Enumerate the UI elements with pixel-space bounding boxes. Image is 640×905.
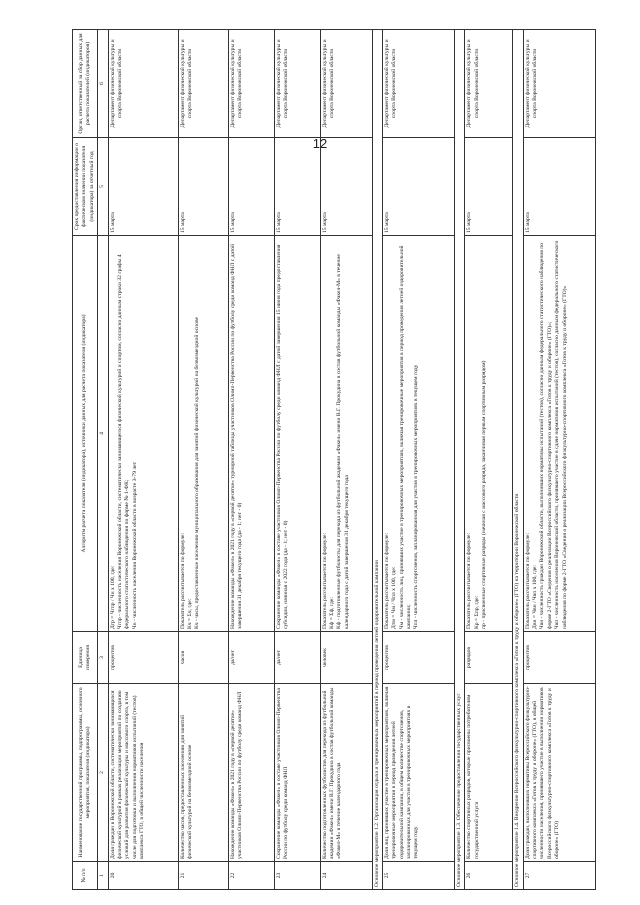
algorithm-line: Чм - численность лиц, принявших участие в тренировочных мероприятиях, включая тренировочные мероприятия в период проведения летней оздоровительной кампании;: [398, 245, 412, 629]
algorithm-cell: [108, 236, 178, 632]
algorithm-line: Кф - подготовленные футболисты для перехода из футбольной академии «Факел» имени В.Г. Прокудина в состав футбольной команды «Факел-М» в течение календарного года с датой завершения 31 декабря текущего года: [336, 254, 350, 629]
algorithm-line: Чвп - численность населения Воронежской области, принявшего участие в сдаче нормативов испытаний (тестов), согласно данным федерального статистического наблюдения по форме 2-ГТО «Сведения о реализации Всероссийского физкультурно-спортивного комплекса «Готов к труду и обороне» (ГТО)»: [554, 240, 568, 629]
algorithm-line: Показатель рассчитывается по формуле:: [179, 532, 186, 629]
deadline-cell: 15 марта: [108, 138, 178, 236]
unit-cell: разрядов: [465, 632, 513, 684]
algorithm-cell: [228, 236, 274, 632]
algorithm-line: Нахождение команды «Факел» в 2021 году в «первой десятке» турнирной таблицы участников Олимп-Первенства России по футболу среди команд ФНЛ с датой завершения 31 декабря текущего года (да - 1; нет - 0): [229, 244, 243, 629]
header-deadline: Срок предоставления информации о фактическом значении показателя (индикатора) за отчетный год: [73, 138, 98, 236]
indicator-name: Доля граждан в Воронежской области, систематически занимающихся физической культурой в рамках реализации мероприятий по созданию условий для развития физической культуры и массового спорта, в том числе для подготовки и выполнения нормативов испытаний (тестов) комплекса ГТО, в общей численности населения: [108, 684, 178, 862]
table-row: [178, 30, 228, 890]
algorithm-line: Дтм = Чм / Чпл х 100, где:: [391, 566, 398, 629]
unit-cell: часов: [178, 632, 228, 684]
table-row: [274, 30, 320, 890]
responsible-cell: Департамент физической культуры и спорта Воронежской области: [320, 30, 372, 138]
section-row: [513, 30, 523, 890]
header-indicator-name: Наименование государственной программы, подпрограммы, основного мероприятия, показателя (индикатора): [73, 684, 98, 862]
algorithm-cell: [320, 236, 372, 632]
algorithm-cell: [178, 236, 228, 632]
column-number: 1: [98, 862, 108, 890]
responsible-cell: Департамент физической культуры и спорта Воронежской области: [178, 30, 228, 138]
section-heading: Основное мероприятие 1.4. Внедрение Всероссийского физкультурно-спортивного комплекса «Готов к труду и обороне» (ГТО) на территории Воронежской области: [513, 30, 523, 890]
unit-cell: да/нет: [274, 632, 320, 684]
column-number: 2: [98, 684, 108, 862]
section-heading: Основное мероприятие 1.2. Организация отдыха и тренировочных мероприятий в период проведения летней оздоровительной кампании: [372, 30, 382, 890]
algorithm-line: Чвн - численность граждан Воронежской области, выполнивших нормативы испытаний (тестов), согласно данным федерального статистического наблюдения по форме 2-ГТО «Сведения о реализации Всероссийского физкультурно-спортивного комплекса «Готов к труду и обороне» (ГТО)»;: [539, 242, 553, 629]
section-row: [372, 30, 382, 890]
indicator-name: Нахождение команды «Факел» в 2021 году в «первой десятке» участников Олимп-Первенства России по футболу среди команд ФНЛ: [228, 684, 274, 862]
algorithm-line: Чн - численность населения Воронежской области в возрасте 3-79 лет: [131, 461, 138, 629]
row-number: 21: [178, 862, 228, 890]
indicator-name: Доля граждан, выполнивших нормативы Всероссийского физкультурно-спортивного комплекса «Готов к труду и обороне» (ГТО), в общей численности населения, принявшего участие в выполнении нормативов Всероссийского физкультурно-спортивного комплекса «Готов к труду и обороне» (ГТО): [523, 684, 595, 862]
row-number: 24: [320, 862, 372, 890]
column-number-row: [98, 30, 108, 890]
deadline-cell: 15 марта: [178, 138, 228, 236]
table-row: [465, 30, 513, 890]
indicator-name: Сохранение команды «Факел» в составе участников Олимп-Первенства России по футболу среди команд ФНЛ: [274, 684, 320, 862]
unit-cell: да/нет: [228, 632, 274, 684]
unit-cell: процентов: [108, 632, 178, 684]
responsible-cell: Департамент физической культуры и спорта Воронежской области: [108, 30, 178, 138]
algorithm-line: Чпл - численность спортсменов, запланированная для участия в тренировочных мероприятиях в текущем году: [413, 364, 420, 629]
responsible-cell: Департамент физической культуры и спорта Воронежской области: [274, 30, 320, 138]
row-number: 27: [523, 862, 595, 890]
row-number: 25: [382, 862, 454, 890]
column-number: 5: [98, 138, 108, 236]
row-number: 23: [274, 862, 320, 890]
algorithm-line: Кч - часы, предоставленные населению муниципального образования для занятий физической культурой на безвозмездной основе: [194, 316, 201, 629]
header-number: № п/п: [73, 862, 98, 890]
algorithm-line: Двн = Чвн / Чвп х 100, где:: [532, 565, 538, 629]
algorithm-line: Показатель рассчитывается по формуле:: [383, 532, 390, 629]
page-number: 12: [312, 136, 328, 151]
deadline-cell: 15 марта: [320, 138, 372, 236]
header-algorithm: Алгоритм расчета показателя (индикатора), источники данных для расчета показателя (индикатора): [73, 236, 98, 632]
indicator-name: Количество часов, предоставленных населению для занятий физической культурой на безвозмездной основе: [178, 684, 228, 862]
deadline-cell: 15 марта: [523, 138, 595, 236]
algorithm-line: Показатель рассчитывается по формуле:: [524, 532, 531, 629]
row-number: 22: [228, 862, 274, 890]
deadline-cell: 15 марта: [228, 138, 274, 236]
deadline-cell: 15 марта: [465, 138, 513, 236]
section-row: [454, 30, 464, 890]
row-number: 20: [108, 862, 178, 890]
table-row: [523, 30, 595, 890]
indicator-name: Количество подготовленных футболистов для перехода из футбольной академии «Факел» имени В.Г. Прокудина в состав футбольной команды «Факел-М» в течение календарного года: [320, 684, 372, 862]
unit-cell: процентов: [523, 632, 595, 684]
indicator-name: Доля лиц, принявших участие в тренировочных мероприятиях, включая тренировочные мероприятия в период проведения летней оздоровительной кампании, в общем количестве спортсменов, запланированных для участия в тренировочных мероприятиях в текущем году: [382, 684, 454, 862]
table-row: [228, 30, 274, 890]
column-number: 3: [98, 632, 108, 684]
table-header-row: [73, 30, 98, 890]
indicator-name: Количество спортивных разрядов, которые присвоены потребителям государственной услуги: [465, 684, 513, 862]
table-row: [320, 30, 372, 890]
algorithm-line: Кф = Σф, где:: [328, 597, 335, 629]
header-unit: Единица измерения: [73, 632, 98, 684]
algorithm-line: Показатель рассчитывается по формуле:: [321, 532, 328, 629]
header-responsible: Орган, ответственный за сбор данных для расчета показателей (индикаторов): [73, 30, 98, 138]
unit-cell: процентов: [382, 632, 454, 684]
row-number: 26: [465, 862, 513, 890]
algorithm-cell: [465, 236, 513, 632]
algorithm-line: Чгпр - численность населения Воронежской области, систематически занимающегося физической культурой и спортом, согласно данным строки 32 графы 4 федерального статистического наблюдения по форме № 1-ФК;: [116, 254, 131, 629]
responsible-cell: Департамент физической культуры и спорта Воронежской области: [228, 30, 274, 138]
unit-cell: человек: [320, 632, 372, 684]
table-row: [382, 30, 454, 890]
deadline-cell: 15 марта: [382, 138, 454, 236]
responsible-cell: Департамент физической культуры и спорта Воронежской области: [523, 30, 595, 138]
algorithm-line: Кч = Σч, где:: [186, 598, 193, 629]
responsible-cell: Департамент физической культуры и спорта Воронежской области: [382, 30, 454, 138]
deadline-cell: 15 марта: [274, 138, 320, 236]
rotated-table-wrapper: [72, 30, 640, 890]
algorithm-cell: [523, 236, 595, 632]
algorithm-cell: [274, 236, 320, 632]
table-row: [108, 30, 178, 890]
algorithm-line: пр - присвоенные спортивные разряды (начиная с массового разряда, заканчивая первым спортивным разрядом): [481, 360, 487, 629]
algorithm-line: Показатель рассчитывается по формуле:: [466, 532, 473, 629]
section-heading: Основное мероприятие 1.3. Обеспечение предоставления государственных услуг: [454, 30, 464, 890]
responsible-cell: Департамент физической культуры и спорта Воронежской области: [465, 30, 513, 138]
algorithm-line: Кр = Σпр, где:: [473, 595, 480, 629]
column-number: 4: [98, 236, 108, 632]
algorithm-line: Дгр = Чгпр / Чн х 100, где:: [109, 565, 116, 629]
column-number: 6: [98, 30, 108, 138]
algorithm-line: Сохранение команды «Факел» в составе участников Олимп-Первенства России по футболу среди команд ФНЛ с датой завершения 15 июня года предоставления субсидии, начиная с 2022 года (да - 1; нет - 0): [275, 244, 289, 629]
indicator-table: [72, 29, 596, 890]
algorithm-cell: [382, 236, 454, 632]
